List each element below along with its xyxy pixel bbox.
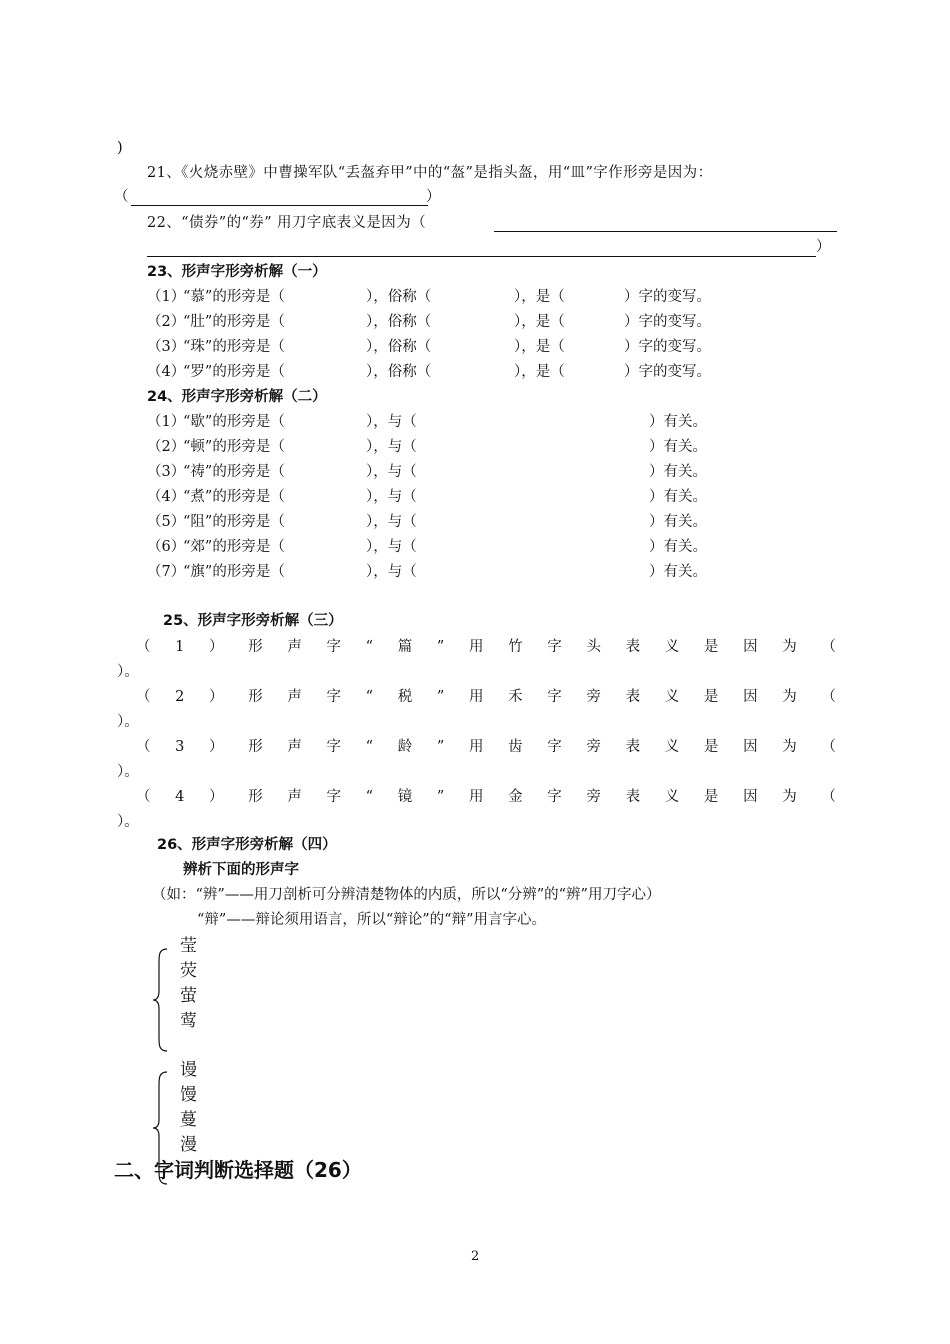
q25-row-cell: 是 — [703, 689, 719, 705]
group-2-chars — [180, 1062, 197, 1162]
q25-row-cell: 字 — [547, 739, 562, 755]
group-2-char-3: 蔓 — [180, 1110, 197, 1130]
q25-row-cell: 字 — [326, 789, 342, 805]
q24-item-part-c: ）有关。 — [649, 464, 707, 480]
q25-row-cell: 是 — [703, 739, 719, 755]
q23-item-part-c: ）字的变写。 — [624, 314, 711, 330]
q25-row-cell: 因 — [743, 739, 758, 755]
q23-item-part-b: ），是（ — [514, 289, 565, 305]
q21-text: 21、《火烧赤壁》中曹操军队“丢盔弃甲”中的“盔”是指头盔，用“皿”字作形旁是因为： — [147, 165, 713, 181]
group-2-char-2: 馒 — [180, 1085, 197, 1105]
q25-row-cell: 篇 — [397, 639, 413, 655]
q25-row-cell: （ — [136, 639, 151, 655]
left-brace-group-1 — [150, 947, 172, 1053]
q25-row-cell: “ — [365, 689, 374, 705]
q22-text: 22、“债券”的“券” 用刀字底表义是因为（ — [147, 215, 427, 231]
q24-item-part-a: ），与（ — [366, 464, 417, 480]
q25-row-cell: 税 — [397, 689, 413, 705]
group-1-char-4: 莺 — [180, 1011, 197, 1031]
q24-item-part-c: ）有关。 — [649, 564, 707, 580]
q24-item-part-a: ），与（ — [366, 439, 417, 455]
q25-row-cell: 形 — [248, 789, 263, 805]
q25-row — [136, 690, 836, 705]
q25-row-cell: 4 — [175, 789, 185, 805]
q25-row-tail: ）。 — [117, 714, 139, 730]
q25-row — [136, 790, 836, 805]
q24-item-question: “祷”的形旁是（ — [183, 464, 285, 480]
q24-item-part-c: ）有关。 — [649, 539, 707, 555]
q24-item-part-a: ），与（ — [366, 514, 417, 530]
q25-row-cell: ” — [436, 689, 445, 705]
q25-row-cell: 表 — [625, 789, 641, 805]
q25-row-cell: 用 — [468, 689, 484, 705]
q25-row-tail: ）。 — [117, 764, 139, 780]
q23-item-number: （2） — [147, 314, 186, 330]
q25-row-cell: 表 — [625, 739, 641, 755]
q23-item-question: “肚”的形旁是（ — [183, 314, 285, 330]
q23-item-part-a: ），俗称（ — [366, 339, 432, 355]
q24-item-part-a: ），与（ — [366, 414, 417, 430]
q25-row-cell: 因 — [743, 789, 758, 805]
q25-row-cell: 为 — [782, 739, 797, 755]
q25-row-cell: 禾 — [508, 689, 523, 705]
q25-row-cell: 为 — [782, 789, 797, 805]
q25-row-cell: ） — [209, 739, 224, 755]
q23-item-part-c: ）字的变写。 — [624, 364, 711, 380]
q25-row-cell: 为 — [782, 689, 797, 705]
q25-row-cell: （ — [136, 739, 151, 755]
q24-item-question: “旗”的形旁是（ — [183, 564, 285, 580]
q24-item-part-c: ）有关。 — [649, 439, 707, 455]
q25-row-cell: 声 — [287, 739, 302, 755]
q25-row-cell: 表 — [625, 639, 641, 655]
q25-row-tail: ）。 — [117, 814, 139, 830]
q25-row-cell: 字 — [547, 639, 562, 655]
q24-item-question: “顿”的形旁是（ — [183, 439, 285, 455]
q23-item-part-c: ）字的变写。 — [624, 289, 711, 305]
q21-close: ） — [426, 189, 441, 205]
q25-row-cell: 义 — [664, 639, 680, 655]
q25-row-cell: 字 — [326, 739, 342, 755]
q22-close: ） — [816, 239, 831, 255]
q24-item-part-c: ）有关。 — [649, 489, 707, 505]
group-1-chars — [180, 938, 197, 1038]
q25-row-cell: ” — [436, 739, 445, 755]
q25-row — [136, 740, 836, 755]
q23-item-number: （1） — [147, 289, 186, 305]
q24-item-question: “煮”的形旁是（ — [183, 489, 285, 505]
q25-row-cell: 声 — [287, 689, 302, 705]
q25-row-cell: （ — [821, 689, 836, 705]
q25-row-cell: 为 — [782, 639, 797, 655]
q25-row-cell: 字 — [326, 639, 342, 655]
q25-row-cell: 因 — [743, 639, 758, 655]
q25-row-cell: 齿 — [508, 739, 523, 755]
q22-answer-line-2 — [147, 256, 816, 257]
q25-row-cell: 表 — [625, 689, 641, 705]
q23-item-part-b: ），是（ — [514, 314, 565, 330]
q24-item-number: （7） — [147, 564, 186, 580]
q25-row-cell: ） — [209, 689, 224, 705]
q25-row-cell: 形 — [248, 639, 263, 655]
q25-row-cell: 旁 — [586, 689, 601, 705]
q25-row-cell: （ — [821, 639, 836, 655]
q21-answer-line — [131, 205, 428, 206]
section-2-heading: 二、字词判断选择题（26） — [114, 1158, 362, 1182]
q25-row-cell: 字 — [547, 789, 562, 805]
q23-item-number: （4） — [147, 364, 186, 380]
q26-example-2: “辩”——辩论须用语言，所以“辩论”的“辩”用言字心。 — [197, 912, 546, 928]
q25-row-cell: 1 — [175, 639, 185, 655]
q24-item-question: “歇”的形旁是（ — [183, 414, 285, 430]
group-1-char-3: 萤 — [180, 986, 197, 1006]
q25-row-cell: 义 — [664, 739, 680, 755]
q25-row-cell: 用 — [468, 789, 484, 805]
group-2-char-1: 谩 — [180, 1060, 197, 1080]
group-2-char-4: 漫 — [180, 1135, 197, 1155]
q25-row-cell: 头 — [586, 639, 601, 655]
q23-item-question: “慕”的形旁是（ — [183, 289, 285, 305]
q24-title: 24、形声字形旁析解（二） — [147, 389, 327, 405]
q25-row-cell: （ — [136, 789, 151, 805]
q23-item-part-a: ），俗称（ — [366, 314, 432, 330]
q25-row-cell: （ — [821, 739, 836, 755]
q25-row-cell: 用 — [468, 739, 484, 755]
q25-row — [136, 640, 836, 655]
q25-row-cell: 镜 — [397, 789, 413, 805]
q24-item-number: （2） — [147, 439, 186, 455]
q23-title: 23、形声字形旁析解（一） — [147, 264, 327, 280]
q25-title: 25、形声字形旁析解（三） — [163, 613, 343, 629]
q24-item-question: “郊”的形旁是（ — [183, 539, 285, 555]
q25-row-cell: “ — [365, 789, 374, 805]
q25-row-cell: 因 — [743, 689, 758, 705]
q25-row-cell: 字 — [547, 689, 562, 705]
page-number: 2 — [471, 1249, 480, 1264]
q25-row-cell: ” — [436, 789, 445, 805]
q24-item-part-a: ），与（ — [366, 539, 417, 555]
q25-row-cell: 义 — [664, 689, 680, 705]
q25-row-cell: 金 — [508, 789, 523, 805]
q25-row-cell: 竹 — [508, 639, 523, 655]
top-paren: ) — [117, 140, 123, 156]
q25-row-cell: 声 — [287, 639, 302, 655]
q25-row-cell: “ — [365, 739, 374, 755]
q23-item-part-b: ），是（ — [514, 364, 565, 380]
group-1-char-1: 莹 — [180, 936, 197, 956]
q24-item-part-c: ）有关。 — [649, 514, 707, 530]
q25-row-cell: 形 — [248, 739, 263, 755]
group-1-char-2: 荧 — [180, 961, 197, 981]
q25-row-cell: （ — [821, 789, 836, 805]
q25-row-cell: 旁 — [586, 789, 601, 805]
q25-row-cell: 声 — [287, 789, 302, 805]
q25-row-cell: ” — [436, 639, 445, 655]
q25-row-cell: “ — [365, 639, 374, 655]
q21-open: （ — [114, 189, 129, 205]
q24-item-part-c: ）有关。 — [649, 414, 707, 430]
q24-item-question: “阻”的形旁是（ — [183, 514, 285, 530]
q25-row-cell: 龄 — [397, 739, 413, 755]
q24-item-number: （1） — [147, 414, 186, 430]
q26-subtitle: 辨析下面的形声字 — [183, 862, 299, 878]
q23-item-part-a: ），俗称（ — [366, 289, 432, 305]
q24-item-part-a: ），与（ — [366, 489, 417, 505]
q25-row-cell: 是 — [703, 639, 719, 655]
q26-example-1: （如：“辨”——用刀剖析可分辨清楚物体的内质，所以“分辨”的“辨”用刀字心） — [152, 887, 661, 903]
q25-row-cell: 3 — [175, 739, 185, 755]
q25-row-cell: （ — [136, 689, 151, 705]
q25-row-cell: 是 — [703, 789, 719, 805]
q25-row-cell: ） — [209, 789, 224, 805]
q23-item-part-b: ），是（ — [514, 339, 565, 355]
q25-row-cell: ） — [209, 639, 224, 655]
q25-row-cell: 2 — [175, 689, 185, 705]
q24-item-part-a: ），与（ — [366, 564, 417, 580]
q23-item-part-c: ）字的变写。 — [624, 339, 711, 355]
q25-row-cell: 用 — [468, 639, 484, 655]
q23-item-number: （3） — [147, 339, 186, 355]
q25-row-tail: ）。 — [117, 664, 139, 680]
q25-row-cell: 形 — [248, 689, 263, 705]
q24-item-number: （4） — [147, 489, 186, 505]
q26-title: 26、形声字形旁析解（四） — [157, 837, 337, 853]
q25-row-cell: 旁 — [586, 739, 601, 755]
q23-item-question: “罗”的形旁是（ — [183, 364, 285, 380]
q24-item-number: （6） — [147, 539, 186, 555]
q22-answer-line-1 — [494, 231, 837, 232]
q23-item-part-a: ），俗称（ — [366, 364, 432, 380]
q24-item-number: （5） — [147, 514, 186, 530]
q25-row-cell: 义 — [664, 789, 680, 805]
q23-item-question: “珠”的形旁是（ — [183, 339, 285, 355]
q24-item-number: （3） — [147, 464, 186, 480]
q25-row-cell: 字 — [326, 689, 342, 705]
